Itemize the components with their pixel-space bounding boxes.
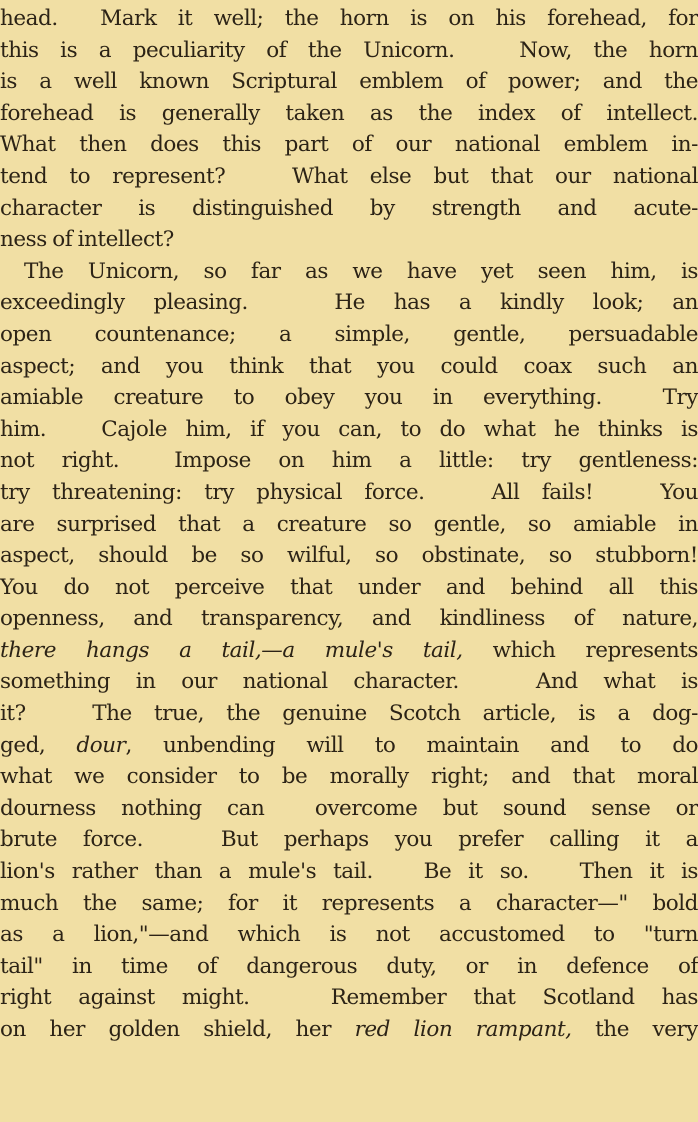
text-line bbox=[0, 856, 698, 888]
text-line bbox=[0, 951, 698, 983]
text-segment: right against might. Remember that Scotland has bbox=[0, 985, 698, 1011]
text-segment: try threatening: try physical force. All fails! You bbox=[0, 479, 698, 505]
text-line bbox=[0, 761, 698, 793]
text-segment: brute force. But perhaps you prefer calling it a bbox=[0, 827, 698, 853]
text-line bbox=[0, 193, 698, 225]
text-segment: the very bbox=[571, 1017, 698, 1042]
italic-text: there hangs a tail,—a mule's tail, bbox=[0, 637, 463, 663]
text-segment: are surprised that a creature so gentle, so amiable in bbox=[0, 511, 698, 537]
text-line bbox=[0, 666, 698, 698]
text-line bbox=[0, 793, 698, 825]
text-segment: aspect, should be so wilful, so obstinate, so stubborn! bbox=[0, 543, 698, 569]
text-segment: What then does this part of our national emblem in- bbox=[0, 132, 698, 158]
text-segment: , unbending will to maintain and to do bbox=[125, 732, 698, 758]
text-segment: tend to represent? What else but that our national bbox=[0, 163, 698, 189]
text-line bbox=[0, 66, 698, 98]
text-segment: something in our national character. And what is bbox=[0, 669, 698, 695]
text-line bbox=[0, 224, 698, 256]
text-segment: not right. Impose on him a little: try gentleness: bbox=[0, 448, 698, 474]
text-segment: open countenance; a simple, gentle, persuadable bbox=[0, 321, 698, 347]
text-line bbox=[0, 287, 698, 319]
text-line bbox=[0, 603, 698, 635]
text-line bbox=[0, 35, 698, 67]
text-segment: tail" in time of dangerous duty, or in defence of bbox=[0, 953, 698, 979]
italic-text: dour bbox=[76, 732, 126, 758]
text-line bbox=[0, 1014, 698, 1046]
text-line bbox=[0, 698, 698, 730]
text-segment: ged, bbox=[0, 732, 77, 758]
text-segment: aspect; and you think that you could coax such an bbox=[0, 353, 698, 379]
text-segment: lion's rather than a mule's tail. Be it so. Then it is bbox=[0, 859, 698, 885]
text-line bbox=[0, 161, 698, 193]
text-line bbox=[0, 730, 698, 762]
text-segment: exceedingly pleasing. He has a kindly look; an bbox=[0, 290, 698, 316]
text-segment: amiable creature to obey you in everything. Try bbox=[0, 385, 698, 411]
text-segment: is a well known Scriptural emblem of power; and the bbox=[0, 69, 698, 95]
text-line bbox=[0, 351, 698, 383]
text-line bbox=[0, 919, 698, 951]
text-segment: You do not perceive that under and behind all this bbox=[0, 574, 698, 600]
text-line bbox=[0, 256, 698, 288]
text-segment: as a lion,"—and which is not accustomed to "turn bbox=[0, 922, 698, 948]
text-segment: head. Mark it well; the horn is on his forehead, for bbox=[0, 6, 698, 31]
text-segment: openness, and transparency, and kindliness of nature, bbox=[0, 606, 698, 632]
text-line bbox=[0, 477, 698, 509]
text-line bbox=[0, 414, 698, 446]
text-line bbox=[0, 382, 698, 414]
text-segment: dourness nothing can overcome but sound sense or bbox=[0, 795, 698, 821]
italic-text: red lion rampant, bbox=[354, 1017, 572, 1042]
text-segment: on her golden shield, her bbox=[0, 1017, 355, 1042]
text-segment: ness of intellect? bbox=[0, 227, 174, 253]
text-segment: him. Cajole him, if you can, to do what he thinks is bbox=[0, 416, 698, 442]
text-segment: it? The true, the genuine Scotch article, is a dog- bbox=[0, 701, 698, 727]
text-segment: this is a peculiarity of the Unicorn. Now, the horn bbox=[0, 37, 698, 63]
text-segment: The Unicorn, so far as we have yet seen him, is bbox=[24, 258, 698, 284]
text-line bbox=[0, 888, 698, 920]
text-line bbox=[0, 540, 698, 572]
text-line bbox=[0, 129, 698, 161]
text-line bbox=[0, 824, 698, 856]
text-line bbox=[0, 635, 698, 667]
text-line bbox=[0, 445, 698, 477]
text-segment: what we consider to be morally right; and that moral bbox=[0, 764, 698, 790]
text-line bbox=[0, 98, 698, 130]
text-line bbox=[0, 509, 698, 541]
text-segment: character is distinguished by strength and acute- bbox=[0, 195, 698, 221]
text-segment: forehead is generally taken as the index of intellect. bbox=[0, 100, 698, 126]
text-line bbox=[0, 982, 698, 1014]
text-segment: which represents bbox=[462, 637, 698, 663]
text-segment: much the same; for it represents a character—" bold bbox=[0, 890, 698, 916]
text-line bbox=[0, 572, 698, 604]
text-line bbox=[0, 3, 698, 35]
text-line bbox=[0, 319, 698, 351]
